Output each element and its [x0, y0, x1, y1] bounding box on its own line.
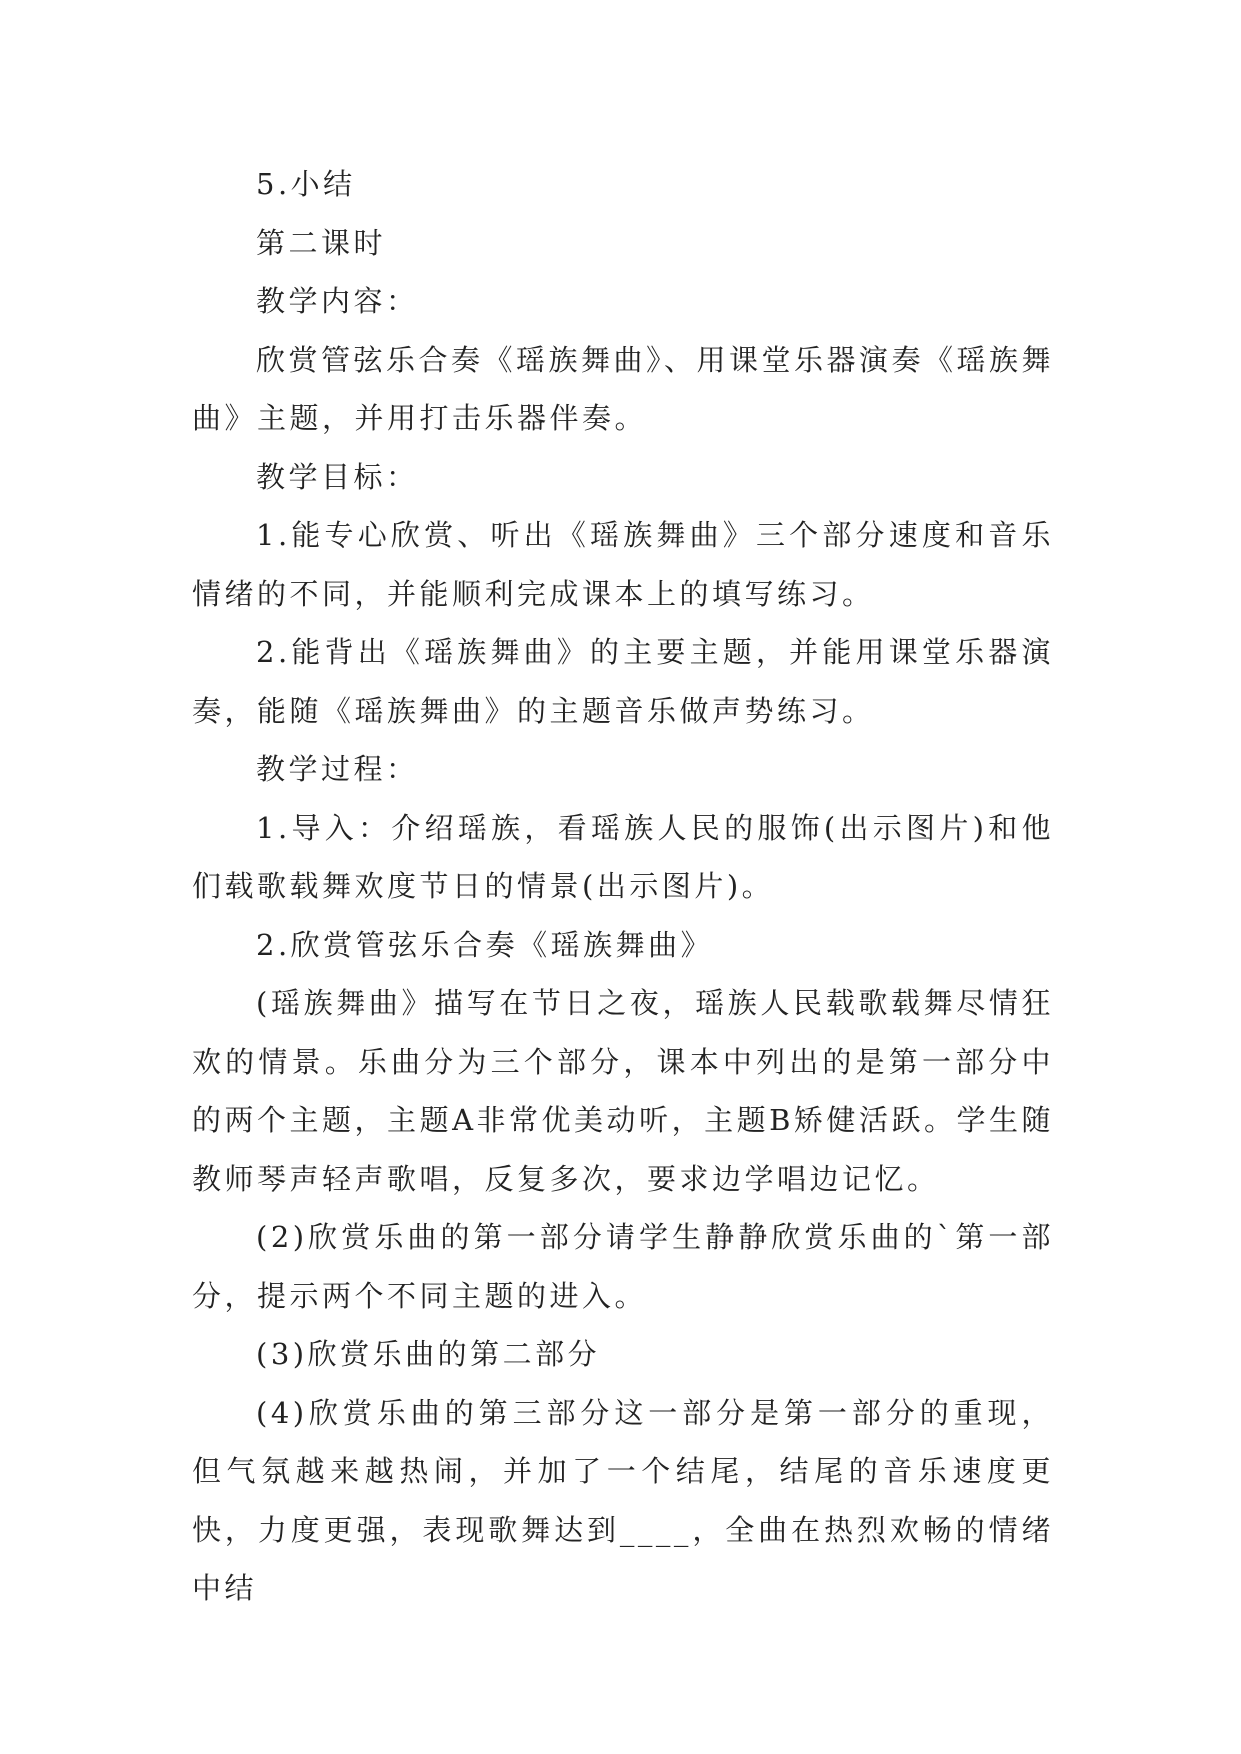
paragraph-goal-1: 1.能专心欣赏、听出《瑶族舞曲》三个部分速度和音乐情绪的不同，并能顺利完成课本上的填写练习。	[192, 518, 1054, 611]
paragraph-summary: 5.小结	[256, 167, 356, 201]
paragraph-teaching-content-heading: 教学内容：	[256, 284, 419, 318]
paragraph-teaching-goals-heading: 教学目标：	[256, 459, 419, 494]
paragraph-goal-2: 2.能背出《瑶族舞曲》的主要主题，并能用课堂乐器演奏，能随《瑶族舞曲》的主题音乐做声势练习。	[192, 635, 1054, 728]
paragraph-teaching-process-heading: 教学过程：	[256, 752, 419, 786]
document-body	[192, 155, 1054, 1618]
paragraph-part-three: (4)欣赏乐曲的第三部分这一部分是第一部分的重现，但气氛越来越热闹，并加了一个结尾，结尾的音乐速度更快，力度更强，表现歌舞达到____，全曲在热烈欢畅的情绪中结	[192, 1395, 1054, 1605]
paragraph-second-lesson: 第二课时	[256, 225, 387, 260]
paragraph-teaching-content: 欣赏管弦乐合奏《瑶族舞曲》、用课堂乐器演奏《瑶族舞曲》主题，并用打击乐器伴奏。	[192, 342, 1055, 435]
paragraph-part-two: (3)欣赏乐曲的第二部分	[256, 1337, 601, 1371]
paragraph-process-intro: 1.导入：介绍瑶族，看瑶族人民的服饰(出示图片)和他们载歌载舞欢度节日的情景(出示图片)。	[192, 810, 1054, 903]
paragraph-part-one: (2)欣赏乐曲的第一部分请学生静静欣赏乐曲的`第一部分，提示两个不同主题的进入。	[192, 1220, 1054, 1313]
paragraph-process-listening: 2.欣赏管弦乐合奏《瑶族舞曲》	[256, 927, 714, 962]
paragraph-piece-description: (瑶族舞曲》描写在节日之夜，瑶族人民载歌载舞尽情狂欢的情景。乐曲分为三个部分，课本中列出的是第一部分中的两个主题，主题A非常优美动听，主题B矫健活跃。学生随教师琴声轻声歌唱，反复多次，要求边学唱边记忆。	[192, 986, 1054, 1196]
